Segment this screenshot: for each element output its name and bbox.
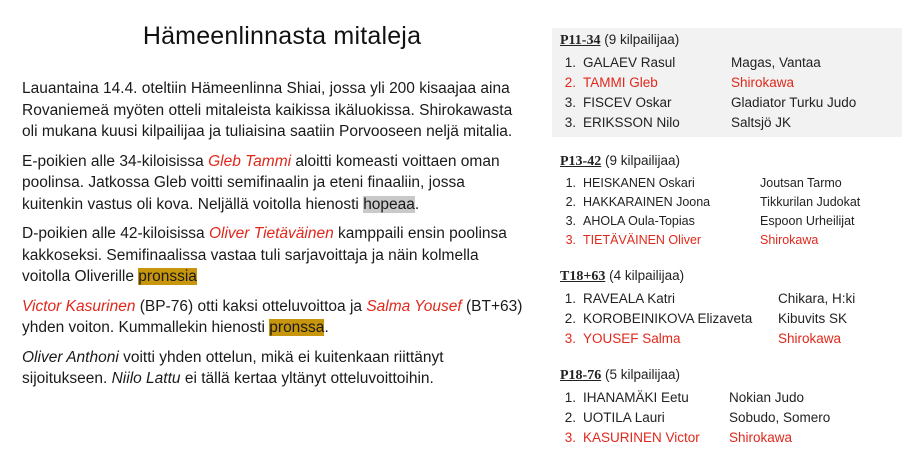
medal-bronze: pronssia (138, 268, 197, 285)
text: E-poikien alle 34-kiloisissa (22, 152, 209, 170)
rank: 2. (564, 311, 576, 326)
result-row (560, 73, 902, 93)
athlete: KOROBEINIKOVA Elizaveta (583, 311, 753, 326)
result-row (560, 193, 902, 212)
result-block (552, 28, 902, 137)
result-row (560, 428, 902, 448)
athlete: HEISKANEN Oskari (583, 176, 695, 190)
rank: 2. (565, 195, 576, 209)
competitor-count: (9 kilpailijaa) (604, 153, 681, 168)
result-row (560, 408, 902, 428)
athlete-name: Oliver Anthoni (22, 348, 119, 366)
athlete: FISCEV Oskar (583, 95, 672, 110)
rank: 1. (564, 390, 576, 405)
athlete: AHOLA Oula-Topias (583, 214, 695, 228)
paragraph-tammi (22, 151, 527, 216)
medal-silver: hopeaa (363, 195, 415, 213)
rank: 3. (564, 331, 576, 346)
club: Sobudo, Somero (729, 410, 831, 425)
text: . (414, 195, 420, 213)
text: voitti yhden ottelun, mikä ei kuitenkaan riittänyt sijoitukseen. (22, 348, 444, 387)
text: D-poikien alle 42-kiloisissa (22, 225, 209, 242)
category-heading (560, 32, 902, 49)
athlete: TIETÄVÄINEN Oliver (583, 233, 702, 247)
club: Espoon Urheilijat (760, 214, 855, 228)
club: Shirokawa (778, 331, 842, 346)
athlete: ERIKSSON Nilo (583, 115, 680, 130)
athlete: TAMMI Gleb (583, 75, 658, 90)
athlete: KASURINEN Victor (583, 430, 700, 445)
athlete-name: Oliver Tietäväinen (208, 225, 334, 242)
club: Magas, Vantaa (731, 55, 821, 70)
club: Shirokawa (731, 75, 795, 90)
category-heading (560, 367, 902, 384)
competitor-count: (9 kilpailijaa) (604, 32, 680, 47)
text: aloitti komeasti voittaen oman poolinsa. Jatkossa Gleb voitti semifinaalin ja eteni finaaliin, jossa kuitenkin vastus oli kova. Neljällä voitolla hienosti (22, 152, 500, 213)
result-row (560, 388, 902, 408)
rank: 3. (564, 95, 576, 110)
athlete: RAVEALA Katri (583, 291, 676, 306)
paragraph-others (22, 347, 527, 390)
club: Nokian Judo (729, 390, 805, 405)
club: Joutsan Tarmo (760, 176, 842, 190)
results-panel (552, 28, 902, 452)
paragraph-kasurinen-yousef (22, 296, 527, 339)
result-row (560, 329, 902, 349)
result-block (552, 363, 902, 452)
result-row (560, 309, 902, 329)
rank: 3. (564, 430, 576, 445)
result-block (552, 264, 902, 353)
club: Saltsjö JK (731, 115, 792, 130)
article (22, 22, 527, 398)
category-heading (560, 268, 902, 285)
text: (BT+63) yhden voiton. Kummallekin hienosti (22, 297, 523, 336)
category-code: T18+63 (560, 269, 606, 284)
paragraph-intro: Lauantaina 14.4. oteltiin Hämeenlinna Shiai, jossa yli 200 kisaajaa aina Rovaniemeä myöten otteli mitaleista kaikissa ikäluokissa. Shirokawasta oli mukana kuusi kilpailijaa ja tuliaisina saatiin Porvooseen neljä mitalia. (22, 80, 513, 140)
competitor-count: (4 kilpailijaa) (609, 268, 685, 283)
rank: 1. (565, 176, 576, 190)
rank: 2. (564, 410, 576, 425)
rank: 2. (564, 75, 576, 90)
article-title: Hämeenlinnasta mitaleja (142, 22, 422, 50)
paragraph-tietavainen (22, 223, 527, 288)
result-row (560, 212, 902, 231)
text: kamppaili ensin poolinsa kakkoseksi. Semifinaalissa vastaa tuli sarjavoittaja ja näin kolmella voitolla Oliverille (22, 225, 507, 285)
text: (BP-76) otti kaksi otteluvoittoa ja (135, 297, 367, 315)
result-row (560, 113, 902, 133)
result-row (560, 289, 902, 309)
competitor-count: (5 kilpailijaa) (604, 367, 681, 382)
text: ei tällä kertaa yltänyt otteluvoittoihin. (180, 370, 434, 387)
rank: 1. (564, 291, 576, 306)
club: Kibuvits SK (778, 311, 848, 326)
athlete: YOUSEF Salma (583, 331, 681, 346)
club: Shirokawa (760, 233, 819, 247)
rank: 3. (565, 233, 576, 247)
athlete: IHANAMÄKI Eetu (583, 390, 689, 405)
rank: 3. (565, 214, 576, 228)
athlete: UOTILA Lauri (583, 410, 665, 425)
category-heading (560, 153, 902, 170)
text: . (324, 319, 329, 336)
athlete: GALAEV Rasul (583, 55, 676, 70)
rank: 3. (564, 115, 576, 130)
result-row (560, 53, 902, 73)
club: Gladiator Turku Judo (731, 95, 857, 110)
result-row (560, 93, 902, 113)
rank: 1. (564, 55, 576, 70)
category-code: P11-34 (560, 33, 601, 48)
medal-bronze: pronssa (269, 319, 325, 336)
club: Tikkurilan Judokat (760, 195, 861, 209)
result-row (560, 174, 902, 193)
athlete-name: Gleb Tammi (208, 152, 292, 170)
athlete-name: Niilo Lattu (111, 370, 181, 387)
category-code: P18-76 (560, 368, 602, 383)
category-code: P13-42 (560, 154, 602, 169)
athlete-name: Victor Kasurinen (22, 297, 136, 315)
result-block (552, 149, 902, 254)
athlete: HAKKARAINEN Joona (583, 195, 711, 209)
athlete-name: Salma Yousef (366, 297, 462, 315)
club: Chikara, H:ki (778, 291, 856, 306)
result-row (560, 231, 902, 250)
club: Shirokawa (729, 430, 793, 445)
